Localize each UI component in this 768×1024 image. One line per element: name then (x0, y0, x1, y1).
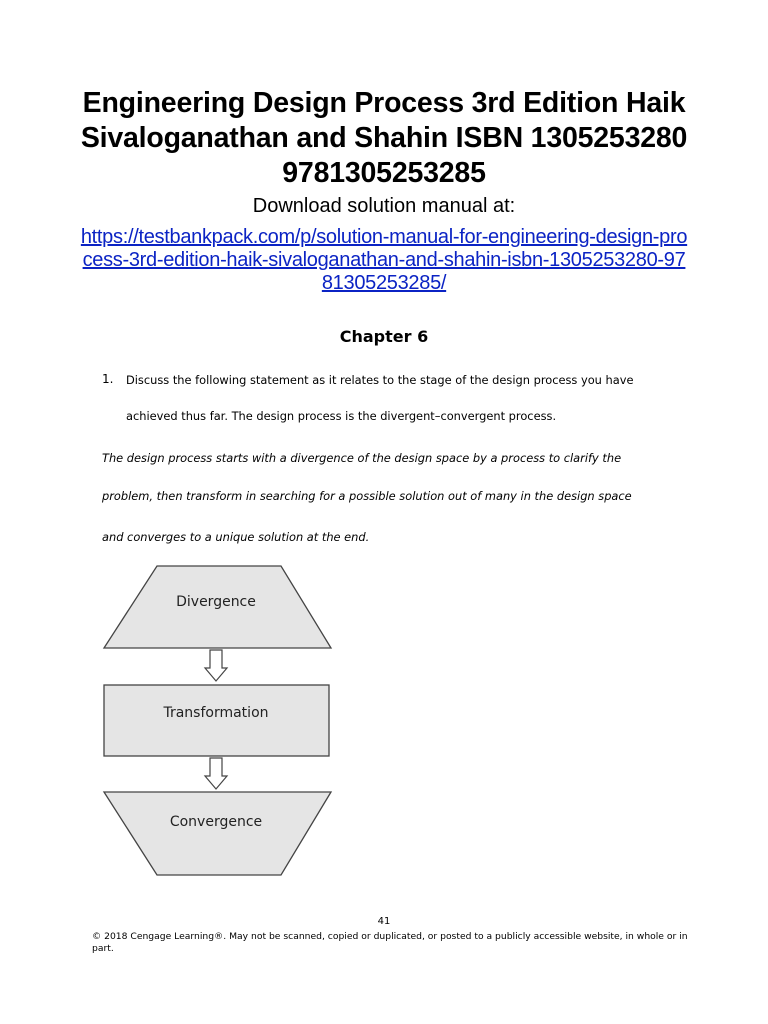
question-number: 1. (102, 372, 114, 386)
convergence-label: Convergence (169, 814, 263, 830)
convergence-shape (104, 792, 331, 875)
answer-line-2: problem, then transform in searching for a possible solution out of many in the design space (102, 489, 632, 503)
document-title: Engineering Design Process 3rd Edition Haik Sivaloganathan and Shahin ISBN 1305253280 9781305253285 (80, 87, 688, 189)
copyright-notice: © 2018 Cengage Learning®. May not be scanned, copied or duplicated, or posted to a publicly accessible website, in whole or in part. (92, 931, 688, 954)
divergence-label: Divergence (176, 594, 256, 610)
chapter-heading: Chapter 6 (339, 327, 429, 346)
transformation-label: Transformation (163, 705, 269, 721)
download-label: Download solution manual at: (252, 195, 516, 217)
down-arrow-icon (205, 650, 227, 681)
down-arrow-icon (205, 758, 227, 789)
download-link[interactable]: https://testbankpack.com/p/solution-manual-for-engineering-design-process-3rd-edition-haik-sivaloganathan-and-shahin-isbn-1305253280-9781305253285/ (80, 226, 688, 294)
page-number: 41 (377, 916, 391, 927)
answer-line-3: and converges to a unique solution at the end. (102, 530, 370, 544)
question-line-1: Discuss the following statement as it relates to the stage of the design process you have (126, 373, 634, 387)
question-line-2: achieved thus far. The design process is the divergent–convergent process. (126, 409, 557, 423)
answer-line-1: The design process starts with a divergence of the design space by a process to clarify the (102, 451, 622, 465)
